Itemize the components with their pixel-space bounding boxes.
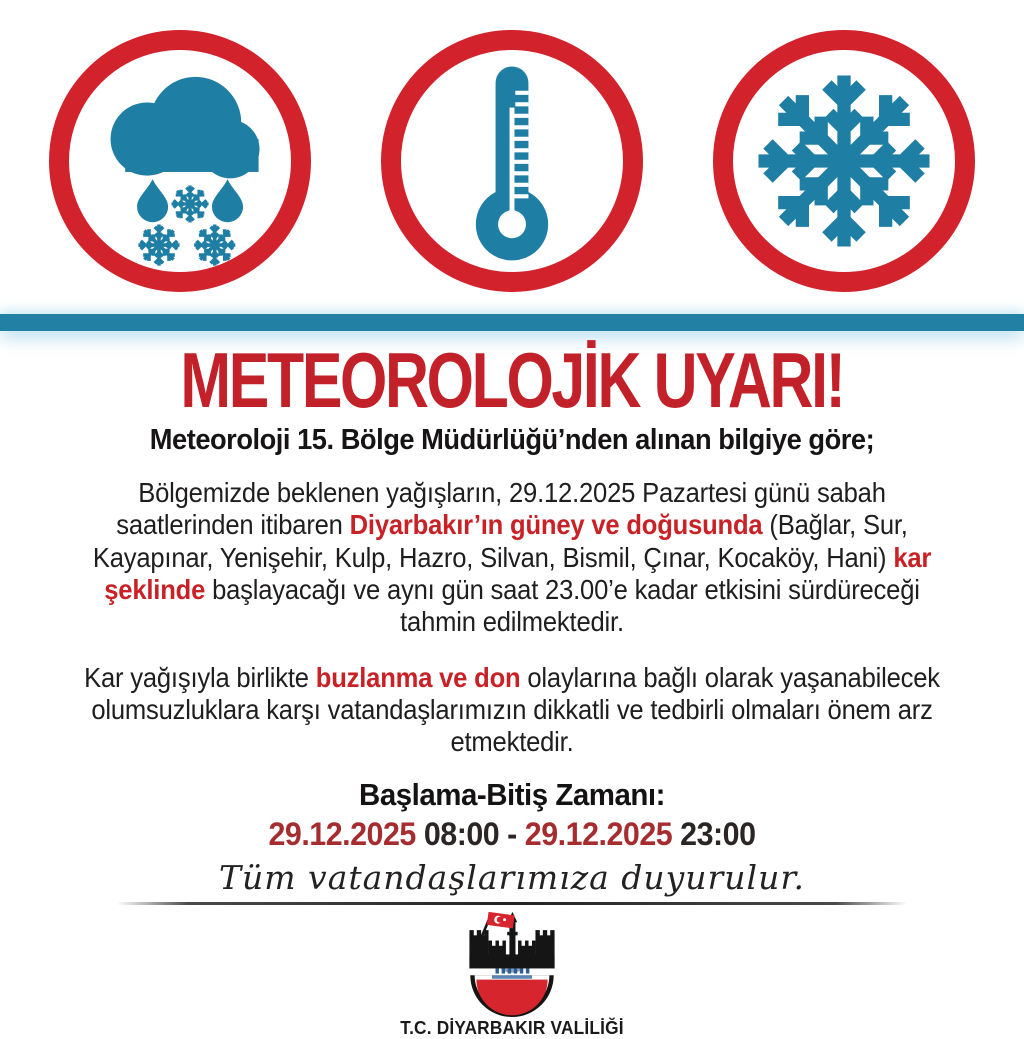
divider-rule bbox=[117, 902, 907, 905]
header-icons-row bbox=[0, 0, 1024, 292]
footer-logo-wrap bbox=[0, 911, 1024, 1017]
footer-organization: T.C. DİYARBAKIR VALİLİĞİ bbox=[400, 1017, 624, 1038]
subtitle: Meteoroloji 15. Bölge Müdürlüğü’nden alınan bilgiye göre; bbox=[149, 423, 875, 456]
snow-cloud-badge bbox=[49, 30, 311, 292]
start-time: 08:00 bbox=[423, 815, 500, 852]
schedule-times bbox=[26, 816, 999, 853]
snowflake-icon bbox=[744, 61, 944, 261]
p2-highlight-ice: buzlanma ve don bbox=[315, 662, 521, 694]
p1-text: (Bağlar, Sur, Kayapınar, Yenişehir, Kulp, Hazro, Silvan, Bismil, Çınar, Kocaköy, Hani) bbox=[92, 509, 908, 573]
start-date: 29.12.2025 bbox=[268, 815, 416, 852]
announcement-script: Tüm vatandaşlarımıza duyurulur. bbox=[219, 857, 805, 897]
p1-highlight-region: Diyarbakır’ın güney ve doğusunda bbox=[349, 509, 763, 541]
snow-cloud-icon bbox=[86, 55, 274, 267]
end-time: 23:00 bbox=[680, 815, 756, 852]
schedule-heading: Başlama-Bitiş Zamanı: bbox=[359, 776, 665, 812]
diyarbakir-governorship-logo bbox=[437, 911, 587, 1017]
end-date: 29.12.2025 bbox=[524, 815, 673, 852]
thermometer-icon bbox=[427, 55, 597, 267]
blue-divider-bar bbox=[0, 314, 1024, 331]
thermometer-badge bbox=[381, 30, 643, 292]
p1-highlight-snow: kar şeklinde bbox=[104, 541, 932, 605]
snowflake-badge bbox=[713, 30, 975, 292]
p1-text: Bölgemizde beklenen yağışların, 29.12.2025 Pazartesi günü sabah saatlerinden itibaren bbox=[116, 477, 886, 541]
date-separator: - bbox=[507, 815, 517, 852]
warning-paragraph-1 bbox=[72, 477, 952, 638]
warning-paragraph-2 bbox=[72, 662, 952, 759]
page-title: METEOROLOJİK UYARI! bbox=[180, 336, 844, 424]
p2-text: Kar yağışıyla birlikte bbox=[84, 662, 316, 694]
p1-text: başlayacağı ve aynı gün saat 23.00’e kadar etkisini sürdüreceği tahmin edilmektedir. bbox=[205, 573, 920, 637]
p2-text: olaylarına bağlı olarak yaşanabilecek olumsuzluklara karşı vatandaşlarımızın dikkatli ve tedbirli olmaları önem arz etmektedir. bbox=[91, 662, 940, 758]
